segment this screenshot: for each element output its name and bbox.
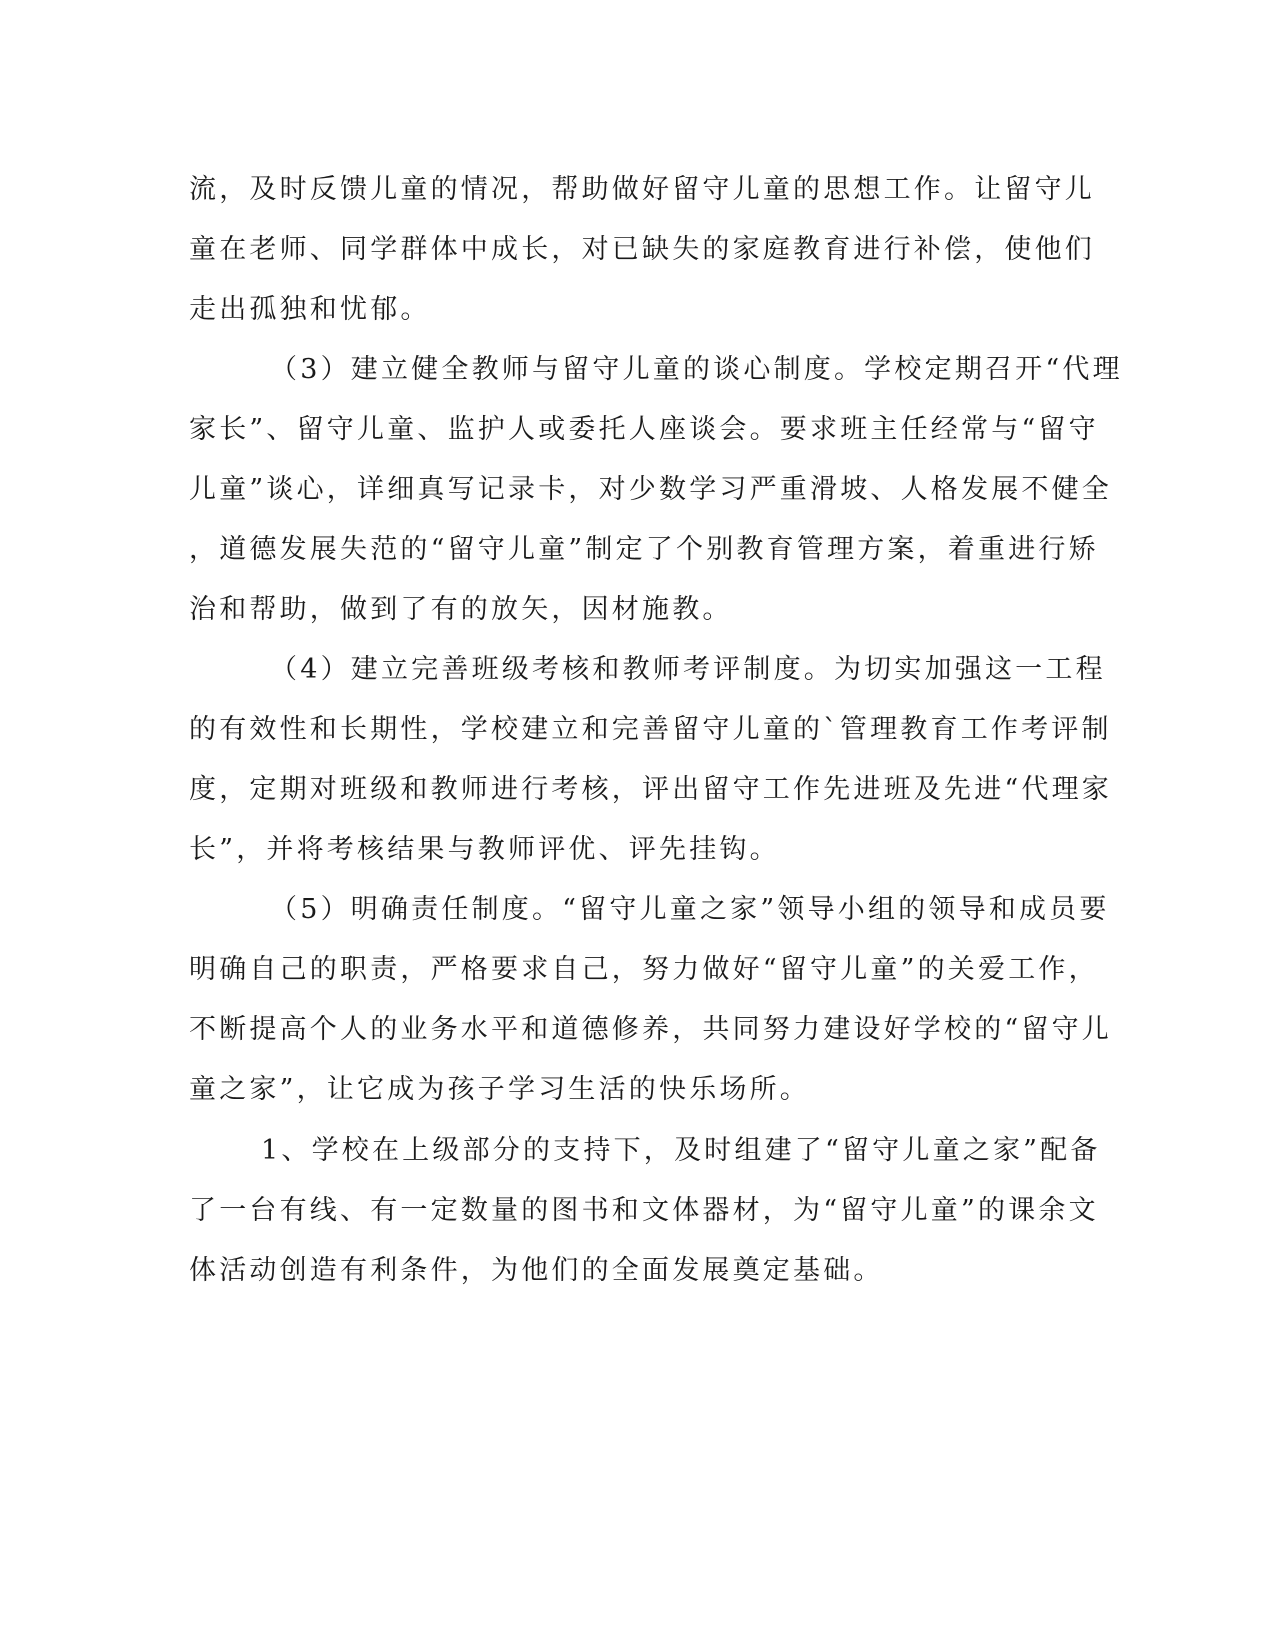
paragraph-talk-system bbox=[189, 340, 1123, 640]
text-line: 度，定期对班级和教师进行考核，评出留守工作先进班及先进“代理家 bbox=[189, 774, 1113, 805]
paragraph-continuation bbox=[189, 160, 1095, 340]
text-line: 童之家”，让它成为孩子学习生活的快乐场所。 bbox=[189, 1074, 811, 1105]
text-line: 治和帮助，做到了有的放矢，因材施教。 bbox=[189, 594, 733, 625]
text-line: 的有效性和长期性，学校建立和完善留守儿童的`管理教育工作考评制 bbox=[189, 714, 1112, 745]
text-line: 明确自己的职责，严格要求自己，努力做好“留守儿童”的关爱工作， bbox=[189, 954, 1099, 985]
text-line: 走出孤独和忧郁。 bbox=[189, 294, 431, 325]
text-line: 长”，并将考核结果与教师评优、评先挂钩。 bbox=[189, 834, 780, 865]
text-line: 家长”、留守儿童、监护人或委托人座谈会。要求班主任经常与“留守 bbox=[189, 414, 1099, 445]
text-line: 不断提高个人的业务水平和道德修养，共同努力建设好学校的“留守儿 bbox=[189, 1014, 1113, 1045]
text-line: （5）明确责任制度。“留守儿童之家”领导小组的领导和成员要 bbox=[270, 894, 1110, 925]
text-line: （4）建立完善班级考核和教师考评制度。为切实加强这一工程 bbox=[270, 654, 1106, 685]
paragraph-assessment-system bbox=[189, 640, 1113, 880]
text-line: ，道德发展失范的“留守儿童”制定了个别教育管理方案，着重进行矫 bbox=[189, 534, 1099, 565]
text-line: 了一台有线、有一定数量的图书和文体器材，为“留守儿童”的课余文 bbox=[189, 1195, 1099, 1226]
text-line: 童在老师、同学群体中成长，对已缺失的家庭教育进行补偿，使他们 bbox=[189, 234, 1095, 265]
paragraph-responsibility-system bbox=[189, 880, 1113, 1120]
text-line: 1、学校在上级部分的支持下，及时组建了“留守儿童之家”配备 bbox=[261, 1135, 1101, 1166]
text-line: 流，及时反馈儿童的情况，帮助做好留守儿童的思想工作。让留守儿 bbox=[189, 174, 1095, 205]
text-line: （3）建立健全教师与留守儿童的谈心制度。学校定期召开“代理 bbox=[270, 354, 1123, 385]
text-line: 儿童”谈心，详细真写记录卡，对少数学习严重滑坡、人格发展不健全 bbox=[189, 474, 1113, 505]
paragraph-home-setup bbox=[189, 1121, 1101, 1301]
text-line: 体活动创造有利条件，为他们的全面发展奠定基础。 bbox=[189, 1255, 884, 1286]
